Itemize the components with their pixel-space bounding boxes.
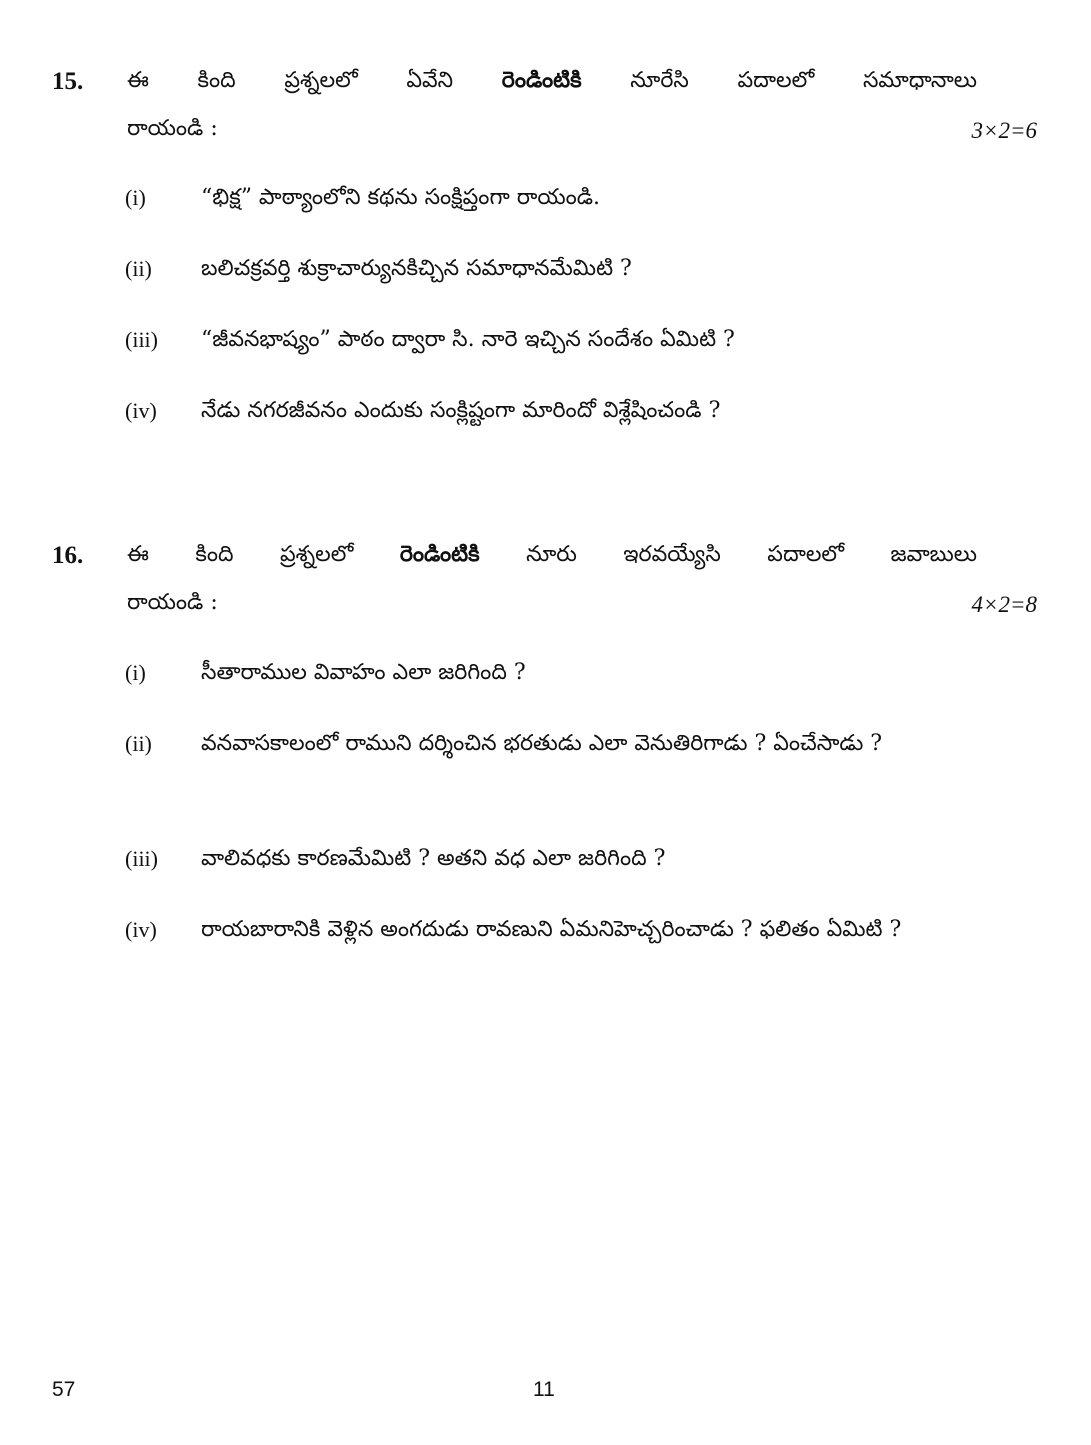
paper-code: 57 (52, 1378, 76, 1401)
item-number: (iii) (125, 327, 158, 352)
item-number: (iii) (125, 846, 158, 871)
question-16 (52, 530, 1037, 630)
item-text: రాయబారానికి వెళ్లిన అంగదుడు రావణుని ఏమనిహెచ్చరించాడు ? ఫలితం ఏమిటి ? (201, 917, 902, 942)
page-number: 11 (533, 1378, 555, 1401)
question-text-part: నూరు ఇరవయ్యేసి పదాలలో జవాబులు (479, 542, 978, 567)
item-number: (iv) (125, 917, 157, 942)
item-text: “భిక్ష” పాఠ్యాంలోని కథను సంక్షిప్తంగా రాయండి. (201, 185, 601, 210)
item-number: (ii) (125, 731, 152, 756)
marks-allocation: 4×2=8 (971, 592, 1037, 617)
question-text-part: ఈ కింది ప్రశ్నలలో (127, 542, 400, 567)
item-number: (iv) (125, 398, 157, 423)
item-text: సీతారాముల వివాహం ఎలా జరిగింది ? (201, 660, 526, 685)
question-number: 16. (52, 542, 84, 569)
item-text: నేడు నగరజీవనం ఎందుకు సంక్లిష్టంగా మారిందో విశ్లేషించండి ? (201, 398, 721, 423)
question-text-emphasis: రెండింటికి (399, 542, 480, 567)
question-text (127, 530, 977, 580)
question-text-line2: రాయండి : (127, 116, 218, 141)
question-text-part: నూరేసి పదాలలో సమాధానాలు (581, 68, 978, 93)
item-text: వనవాసకాలంలో రాముని దర్శించిన భరతుడు ఎలా వెనుతిరిగాడు ? ఏంచేసాడు ? (201, 731, 883, 756)
question-text-line2: రాయండి : (127, 590, 218, 615)
marks-allocation: 3×2=6 (971, 118, 1037, 143)
item-text: బలిచక్రవర్తి శుక్రాచార్యునకిచ్చిన సమాధానమేమిటి ? (201, 256, 632, 281)
question-15 (52, 56, 1037, 156)
item-number: (i) (125, 185, 146, 210)
item-number: (i) (125, 660, 146, 685)
question-text-emphasis: రెండింటికి (501, 68, 582, 93)
question-text-part: ఈ కింది ప్రశ్నలలో ఏవేని (127, 68, 502, 93)
item-text: “జీవనభాష్యం” పాఠం ద్వారా సి. నారె ఇచ్చిన సందేశం ఏమిటి ? (201, 327, 735, 352)
question-text (127, 56, 977, 106)
item-number: (ii) (125, 256, 152, 281)
question-number: 15. (52, 68, 84, 95)
item-text: వాలివధకు కారణమేమిటి ? అతని వధ ఎలా జరిగింది ? (201, 846, 666, 871)
